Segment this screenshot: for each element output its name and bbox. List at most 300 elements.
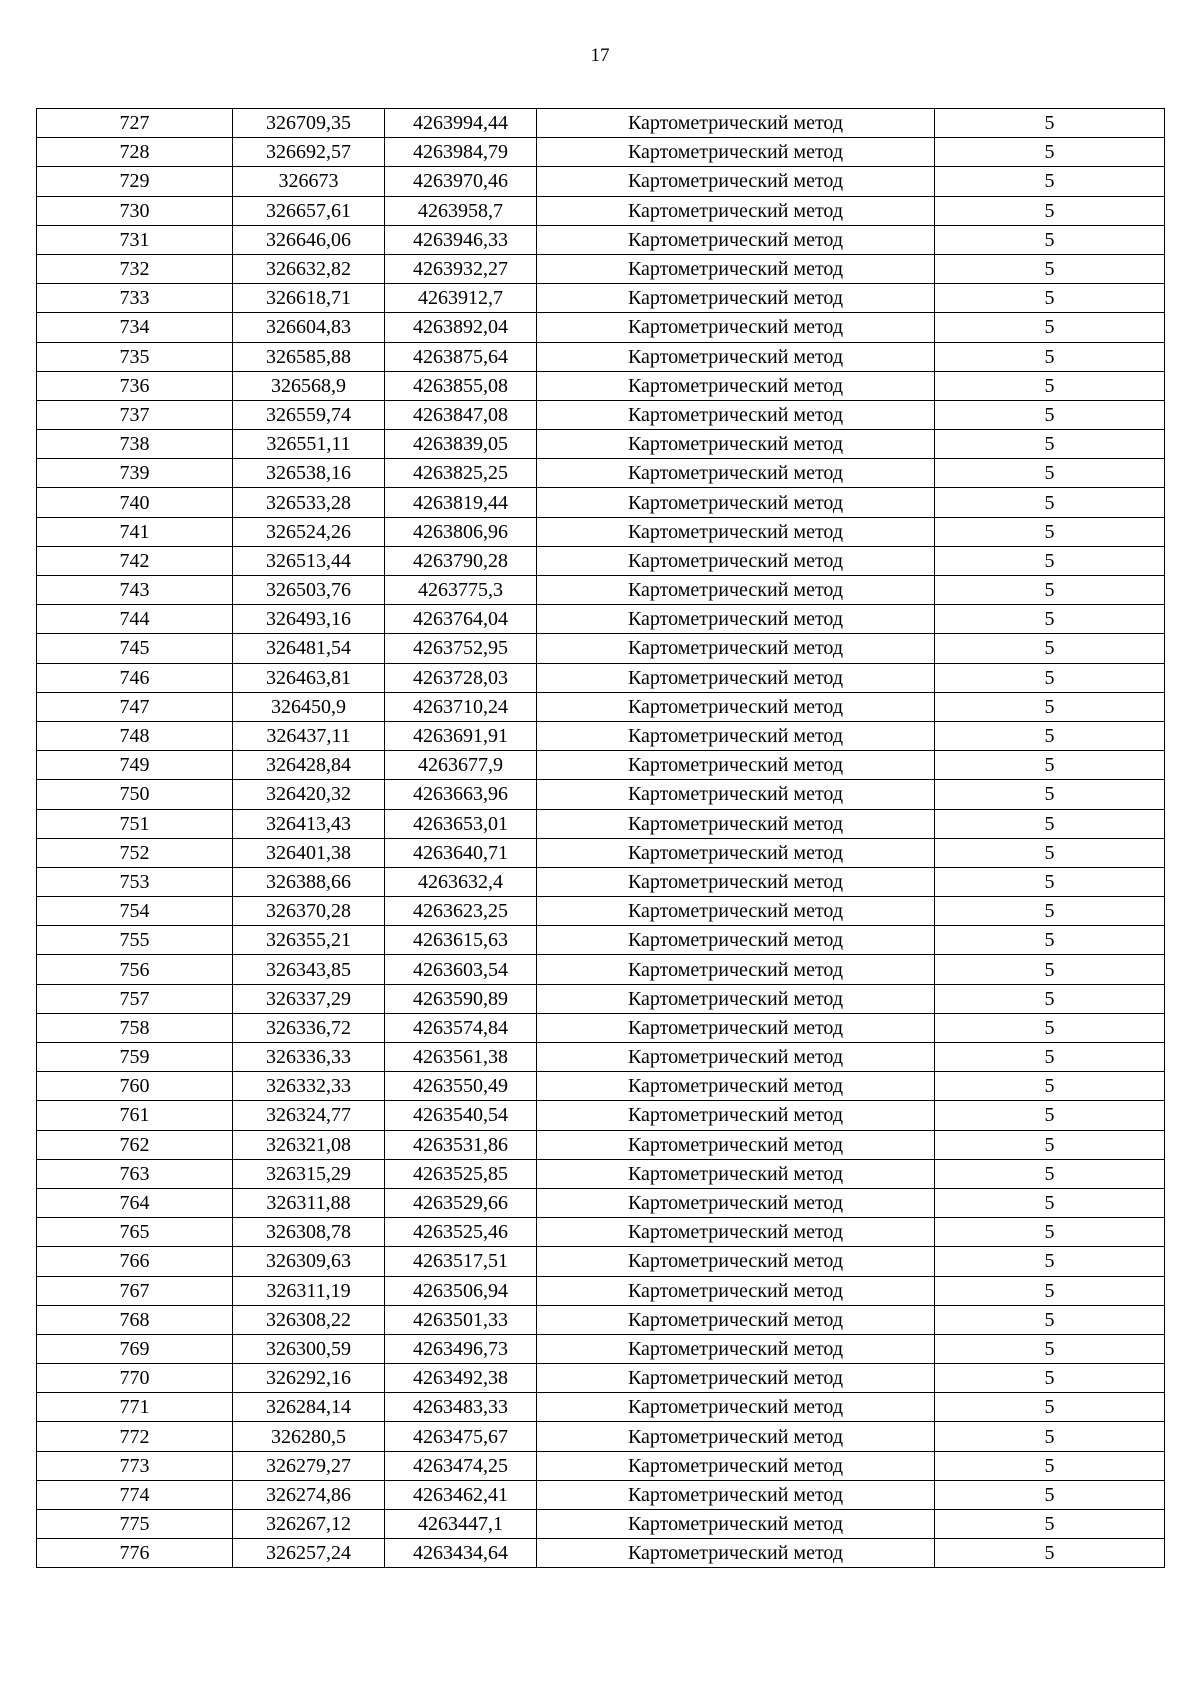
- table-row: [37, 751, 1165, 780]
- y-coordinate-cell: 4263531,86: [385, 1130, 537, 1159]
- method-cell: Картометрический метод: [537, 1305, 935, 1334]
- table-row: [37, 1393, 1165, 1422]
- point-number-cell: 734: [37, 313, 233, 342]
- accuracy-cell: 5: [935, 167, 1165, 196]
- y-coordinate-cell: 4263501,33: [385, 1305, 537, 1334]
- accuracy-cell: 5: [935, 254, 1165, 283]
- accuracy-cell: 5: [935, 926, 1165, 955]
- y-coordinate-cell: 4263475,67: [385, 1422, 537, 1451]
- method-cell: Картометрический метод: [537, 576, 935, 605]
- accuracy-cell: 5: [935, 576, 1165, 605]
- table-row: [37, 692, 1165, 721]
- table-row: [37, 546, 1165, 575]
- method-cell: Картометрический метод: [537, 1159, 935, 1188]
- method-cell: Картометрический метод: [537, 897, 935, 926]
- method-cell: Картометрический метод: [537, 488, 935, 517]
- accuracy-cell: 5: [935, 1130, 1165, 1159]
- y-coordinate-cell: 4263855,08: [385, 371, 537, 400]
- x-coordinate-cell: 326332,33: [233, 1072, 385, 1101]
- y-coordinate-cell: 4263632,4: [385, 867, 537, 896]
- table-row: [37, 400, 1165, 429]
- point-number-cell: 746: [37, 663, 233, 692]
- accuracy-cell: 5: [935, 342, 1165, 371]
- method-cell: Картометрический метод: [537, 167, 935, 196]
- y-coordinate-cell: 4263525,46: [385, 1218, 537, 1247]
- y-coordinate-cell: 4263677,9: [385, 751, 537, 780]
- accuracy-cell: 5: [935, 1276, 1165, 1305]
- table-row: [37, 634, 1165, 663]
- x-coordinate-cell: 326336,33: [233, 1043, 385, 1072]
- y-coordinate-cell: 4263506,94: [385, 1276, 537, 1305]
- point-number-cell: 764: [37, 1188, 233, 1217]
- table-row: [37, 1101, 1165, 1130]
- x-coordinate-cell: 326284,14: [233, 1393, 385, 1422]
- x-coordinate-cell: 326343,85: [233, 955, 385, 984]
- method-cell: Картометрический метод: [537, 692, 935, 721]
- accuracy-cell: 5: [935, 284, 1165, 313]
- method-cell: Картометрический метод: [537, 342, 935, 371]
- x-coordinate-cell: 326437,11: [233, 721, 385, 750]
- x-coordinate-cell: 326308,22: [233, 1305, 385, 1334]
- table-row: [37, 1159, 1165, 1188]
- y-coordinate-cell: 4263775,3: [385, 576, 537, 605]
- table-row: [37, 284, 1165, 313]
- point-number-cell: 769: [37, 1334, 233, 1363]
- y-coordinate-cell: 4263752,95: [385, 634, 537, 663]
- method-cell: Картометрический метод: [537, 663, 935, 692]
- y-coordinate-cell: 4263970,46: [385, 167, 537, 196]
- point-number-cell: 758: [37, 1013, 233, 1042]
- accuracy-cell: 5: [935, 138, 1165, 167]
- coordinates-table-body: [37, 109, 1165, 1568]
- x-coordinate-cell: 326513,44: [233, 546, 385, 575]
- method-cell: Картометрический метод: [537, 459, 935, 488]
- x-coordinate-cell: 326657,61: [233, 196, 385, 225]
- point-number-cell: 749: [37, 751, 233, 780]
- table-row: [37, 517, 1165, 546]
- method-cell: Картометрический метод: [537, 1218, 935, 1247]
- table-row: [37, 1422, 1165, 1451]
- accuracy-cell: 5: [935, 196, 1165, 225]
- table-row: [37, 1276, 1165, 1305]
- accuracy-cell: 5: [935, 809, 1165, 838]
- table-row: [37, 1510, 1165, 1539]
- x-coordinate-cell: 326428,84: [233, 751, 385, 780]
- accuracy-cell: 5: [935, 897, 1165, 926]
- x-coordinate-cell: 326632,82: [233, 254, 385, 283]
- point-number-cell: 763: [37, 1159, 233, 1188]
- point-number-cell: 741: [37, 517, 233, 546]
- table-row: [37, 780, 1165, 809]
- accuracy-cell: 5: [935, 1013, 1165, 1042]
- method-cell: Картометрический метод: [537, 838, 935, 867]
- y-coordinate-cell: 4263540,54: [385, 1101, 537, 1130]
- table-row: [37, 1480, 1165, 1509]
- table-row: [37, 809, 1165, 838]
- y-coordinate-cell: 4263615,63: [385, 926, 537, 955]
- y-coordinate-cell: 4263474,25: [385, 1451, 537, 1480]
- method-cell: Картометрический метод: [537, 1101, 935, 1130]
- table-row: [37, 109, 1165, 138]
- accuracy-cell: 5: [935, 109, 1165, 138]
- point-number-cell: 773: [37, 1451, 233, 1480]
- x-coordinate-cell: 326321,08: [233, 1130, 385, 1159]
- x-coordinate-cell: 326267,12: [233, 1510, 385, 1539]
- accuracy-cell: 5: [935, 1393, 1165, 1422]
- accuracy-cell: 5: [935, 517, 1165, 546]
- y-coordinate-cell: 4263483,33: [385, 1393, 537, 1422]
- point-number-cell: 768: [37, 1305, 233, 1334]
- method-cell: Картометрический метод: [537, 1393, 935, 1422]
- point-number-cell: 756: [37, 955, 233, 984]
- accuracy-cell: 5: [935, 867, 1165, 896]
- y-coordinate-cell: 4263590,89: [385, 984, 537, 1013]
- point-number-cell: 753: [37, 867, 233, 896]
- method-cell: Картометрический метод: [537, 809, 935, 838]
- y-coordinate-cell: 4263806,96: [385, 517, 537, 546]
- y-coordinate-cell: 4263640,71: [385, 838, 537, 867]
- method-cell: Картометрический метод: [537, 430, 935, 459]
- accuracy-cell: 5: [935, 838, 1165, 867]
- point-number-cell: 731: [37, 225, 233, 254]
- y-coordinate-cell: 4263434,64: [385, 1539, 537, 1568]
- x-coordinate-cell: 326300,59: [233, 1334, 385, 1363]
- point-number-cell: 772: [37, 1422, 233, 1451]
- method-cell: Картометрический метод: [537, 1480, 935, 1509]
- y-coordinate-cell: 4263994,44: [385, 109, 537, 138]
- accuracy-cell: 5: [935, 371, 1165, 400]
- table-row: [37, 576, 1165, 605]
- table-row: [37, 867, 1165, 896]
- accuracy-cell: 5: [935, 546, 1165, 575]
- accuracy-cell: 5: [935, 1159, 1165, 1188]
- table-row: [37, 1247, 1165, 1276]
- x-coordinate-cell: 326292,16: [233, 1364, 385, 1393]
- table-row: [37, 1218, 1165, 1247]
- x-coordinate-cell: 326401,38: [233, 838, 385, 867]
- x-coordinate-cell: 326274,86: [233, 1480, 385, 1509]
- method-cell: Картометрический метод: [537, 546, 935, 575]
- table-row: [37, 313, 1165, 342]
- point-number-cell: 770: [37, 1364, 233, 1393]
- y-coordinate-cell: 4263958,7: [385, 196, 537, 225]
- y-coordinate-cell: 4263574,84: [385, 1013, 537, 1042]
- y-coordinate-cell: 4263710,24: [385, 692, 537, 721]
- table-row: [37, 225, 1165, 254]
- y-coordinate-cell: 4263496,73: [385, 1334, 537, 1363]
- coordinates-table: [36, 108, 1165, 1568]
- x-coordinate-cell: 326646,06: [233, 225, 385, 254]
- y-coordinate-cell: 4263550,49: [385, 1072, 537, 1101]
- method-cell: Картометрический метод: [537, 284, 935, 313]
- method-cell: Картометрический метод: [537, 721, 935, 750]
- y-coordinate-cell: 4263984,79: [385, 138, 537, 167]
- point-number-cell: 747: [37, 692, 233, 721]
- point-number-cell: 760: [37, 1072, 233, 1101]
- method-cell: Картометрический метод: [537, 517, 935, 546]
- table-row: [37, 342, 1165, 371]
- x-coordinate-cell: 326618,71: [233, 284, 385, 313]
- point-number-cell: 745: [37, 634, 233, 663]
- table-row: [37, 488, 1165, 517]
- method-cell: Картометрический метод: [537, 138, 935, 167]
- x-coordinate-cell: 326370,28: [233, 897, 385, 926]
- accuracy-cell: 5: [935, 984, 1165, 1013]
- x-coordinate-cell: 326709,35: [233, 109, 385, 138]
- x-coordinate-cell: 326388,66: [233, 867, 385, 896]
- method-cell: Картометрический метод: [537, 371, 935, 400]
- x-coordinate-cell: 326324,77: [233, 1101, 385, 1130]
- y-coordinate-cell: 4263653,01: [385, 809, 537, 838]
- x-coordinate-cell: 326413,43: [233, 809, 385, 838]
- accuracy-cell: 5: [935, 1422, 1165, 1451]
- point-number-cell: 761: [37, 1101, 233, 1130]
- point-number-cell: 732: [37, 254, 233, 283]
- accuracy-cell: 5: [935, 400, 1165, 429]
- method-cell: Картометрический метод: [537, 867, 935, 896]
- accuracy-cell: 5: [935, 692, 1165, 721]
- method-cell: Картометрический метод: [537, 1334, 935, 1363]
- accuracy-cell: 5: [935, 1101, 1165, 1130]
- method-cell: Картометрический метод: [537, 1276, 935, 1305]
- accuracy-cell: 5: [935, 1188, 1165, 1217]
- y-coordinate-cell: 4263561,38: [385, 1043, 537, 1072]
- point-number-cell: 730: [37, 196, 233, 225]
- table-row: [37, 459, 1165, 488]
- table-row: [37, 371, 1165, 400]
- point-number-cell: 738: [37, 430, 233, 459]
- y-coordinate-cell: 4263892,04: [385, 313, 537, 342]
- method-cell: Картометрический метод: [537, 1043, 935, 1072]
- accuracy-cell: 5: [935, 1510, 1165, 1539]
- point-number-cell: 729: [37, 167, 233, 196]
- y-coordinate-cell: 4263663,96: [385, 780, 537, 809]
- table-row: [37, 138, 1165, 167]
- table-row: [37, 254, 1165, 283]
- accuracy-cell: 5: [935, 1072, 1165, 1101]
- y-coordinate-cell: 4263790,28: [385, 546, 537, 575]
- method-cell: Картометрический метод: [537, 225, 935, 254]
- x-coordinate-cell: 326568,9: [233, 371, 385, 400]
- accuracy-cell: 5: [935, 1364, 1165, 1393]
- y-coordinate-cell: 4263462,41: [385, 1480, 537, 1509]
- method-cell: Картометрический метод: [537, 984, 935, 1013]
- table-row: [37, 663, 1165, 692]
- point-number-cell: 750: [37, 780, 233, 809]
- table-row: [37, 955, 1165, 984]
- table-row: [37, 1072, 1165, 1101]
- method-cell: Картометрический метод: [537, 1247, 935, 1276]
- method-cell: Картометрический метод: [537, 780, 935, 809]
- point-number-cell: 766: [37, 1247, 233, 1276]
- x-coordinate-cell: 326481,54: [233, 634, 385, 663]
- table-row: [37, 984, 1165, 1013]
- table-row: [37, 430, 1165, 459]
- method-cell: Картометрический метод: [537, 254, 935, 283]
- point-number-cell: 767: [37, 1276, 233, 1305]
- point-number-cell: 759: [37, 1043, 233, 1072]
- accuracy-cell: 5: [935, 1539, 1165, 1568]
- accuracy-cell: 5: [935, 1305, 1165, 1334]
- method-cell: Картометрический метод: [537, 400, 935, 429]
- table-row: [37, 1334, 1165, 1363]
- table-row: [37, 1043, 1165, 1072]
- accuracy-cell: 5: [935, 721, 1165, 750]
- y-coordinate-cell: 4263623,25: [385, 897, 537, 926]
- x-coordinate-cell: 326604,83: [233, 313, 385, 342]
- x-coordinate-cell: 326355,21: [233, 926, 385, 955]
- x-coordinate-cell: 326538,16: [233, 459, 385, 488]
- x-coordinate-cell: 326585,88: [233, 342, 385, 371]
- point-number-cell: 765: [37, 1218, 233, 1247]
- table-row: [37, 1451, 1165, 1480]
- accuracy-cell: 5: [935, 1334, 1165, 1363]
- point-number-cell: 737: [37, 400, 233, 429]
- point-number-cell: 743: [37, 576, 233, 605]
- accuracy-cell: 5: [935, 1043, 1165, 1072]
- y-coordinate-cell: 4263932,27: [385, 254, 537, 283]
- point-number-cell: 751: [37, 809, 233, 838]
- method-cell: Картометрический метод: [537, 751, 935, 780]
- point-number-cell: 754: [37, 897, 233, 926]
- point-number-cell: 755: [37, 926, 233, 955]
- x-coordinate-cell: 326257,24: [233, 1539, 385, 1568]
- point-number-cell: 727: [37, 109, 233, 138]
- accuracy-cell: 5: [935, 1247, 1165, 1276]
- point-number-cell: 736: [37, 371, 233, 400]
- point-number-cell: 775: [37, 1510, 233, 1539]
- x-coordinate-cell: 326463,81: [233, 663, 385, 692]
- accuracy-cell: 5: [935, 1218, 1165, 1247]
- accuracy-cell: 5: [935, 430, 1165, 459]
- method-cell: Картометрический метод: [537, 1510, 935, 1539]
- y-coordinate-cell: 4263825,25: [385, 459, 537, 488]
- point-number-cell: 733: [37, 284, 233, 313]
- accuracy-cell: 5: [935, 225, 1165, 254]
- method-cell: Картометрический метод: [537, 1013, 935, 1042]
- point-number-cell: 742: [37, 546, 233, 575]
- table-row: [37, 196, 1165, 225]
- x-coordinate-cell: 326493,16: [233, 605, 385, 634]
- method-cell: Картометрический метод: [537, 109, 935, 138]
- table-row: [37, 1188, 1165, 1217]
- y-coordinate-cell: 4263875,64: [385, 342, 537, 371]
- accuracy-cell: 5: [935, 1480, 1165, 1509]
- method-cell: Картометрический метод: [537, 926, 935, 955]
- method-cell: Картометрический метод: [537, 634, 935, 663]
- method-cell: Картометрический метод: [537, 1451, 935, 1480]
- y-coordinate-cell: 4263728,03: [385, 663, 537, 692]
- table-row: [37, 605, 1165, 634]
- point-number-cell: 740: [37, 488, 233, 517]
- method-cell: Картометрический метод: [537, 1130, 935, 1159]
- table-row: [37, 838, 1165, 867]
- accuracy-cell: 5: [935, 459, 1165, 488]
- accuracy-cell: 5: [935, 780, 1165, 809]
- point-number-cell: 739: [37, 459, 233, 488]
- table-row: [37, 167, 1165, 196]
- x-coordinate-cell: 326692,57: [233, 138, 385, 167]
- x-coordinate-cell: 326420,32: [233, 780, 385, 809]
- x-coordinate-cell: 326279,27: [233, 1451, 385, 1480]
- point-number-cell: 752: [37, 838, 233, 867]
- point-number-cell: 735: [37, 342, 233, 371]
- x-coordinate-cell: 326280,5: [233, 1422, 385, 1451]
- point-number-cell: 757: [37, 984, 233, 1013]
- table-row: [37, 1130, 1165, 1159]
- method-cell: Картометрический метод: [537, 1539, 935, 1568]
- accuracy-cell: 5: [935, 751, 1165, 780]
- page-number: 17: [590, 45, 610, 66]
- x-coordinate-cell: 326309,63: [233, 1247, 385, 1276]
- y-coordinate-cell: 4263447,1: [385, 1510, 537, 1539]
- method-cell: Картометрический метод: [537, 1072, 935, 1101]
- y-coordinate-cell: 4263525,85: [385, 1159, 537, 1188]
- table-row: [37, 897, 1165, 926]
- method-cell: Картометрический метод: [537, 955, 935, 984]
- x-coordinate-cell: 326503,76: [233, 576, 385, 605]
- table-row: [37, 1539, 1165, 1568]
- accuracy-cell: 5: [935, 663, 1165, 692]
- table-row: [37, 1305, 1165, 1334]
- y-coordinate-cell: 4263819,44: [385, 488, 537, 517]
- point-number-cell: 728: [37, 138, 233, 167]
- accuracy-cell: 5: [935, 488, 1165, 517]
- y-coordinate-cell: 4263517,51: [385, 1247, 537, 1276]
- x-coordinate-cell: 326524,26: [233, 517, 385, 546]
- accuracy-cell: 5: [935, 1451, 1165, 1480]
- x-coordinate-cell: 326337,29: [233, 984, 385, 1013]
- y-coordinate-cell: 4263691,91: [385, 721, 537, 750]
- y-coordinate-cell: 4263764,04: [385, 605, 537, 634]
- method-cell: Картометрический метод: [537, 196, 935, 225]
- table-row: [37, 1013, 1165, 1042]
- point-number-cell: 748: [37, 721, 233, 750]
- table-row: [37, 926, 1165, 955]
- table-row: [37, 721, 1165, 750]
- method-cell: Картометрический метод: [537, 1422, 935, 1451]
- y-coordinate-cell: 4263912,7: [385, 284, 537, 313]
- method-cell: Картометрический метод: [537, 1364, 935, 1393]
- accuracy-cell: 5: [935, 634, 1165, 663]
- point-number-cell: 776: [37, 1539, 233, 1568]
- x-coordinate-cell: 326336,72: [233, 1013, 385, 1042]
- accuracy-cell: 5: [935, 605, 1165, 634]
- y-coordinate-cell: 4263847,08: [385, 400, 537, 429]
- point-number-cell: 774: [37, 1480, 233, 1509]
- x-coordinate-cell: 326308,78: [233, 1218, 385, 1247]
- x-coordinate-cell: 326315,29: [233, 1159, 385, 1188]
- method-cell: Картометрический метод: [537, 313, 935, 342]
- point-number-cell: 762: [37, 1130, 233, 1159]
- x-coordinate-cell: 326311,19: [233, 1276, 385, 1305]
- table-row: [37, 1364, 1165, 1393]
- x-coordinate-cell: 326559,74: [233, 400, 385, 429]
- x-coordinate-cell: 326311,88: [233, 1188, 385, 1217]
- point-number-cell: 744: [37, 605, 233, 634]
- x-coordinate-cell: 326450,9: [233, 692, 385, 721]
- accuracy-cell: 5: [935, 955, 1165, 984]
- y-coordinate-cell: 4263529,66: [385, 1188, 537, 1217]
- x-coordinate-cell: 326533,28: [233, 488, 385, 517]
- y-coordinate-cell: 4263492,38: [385, 1364, 537, 1393]
- y-coordinate-cell: 4263839,05: [385, 430, 537, 459]
- x-coordinate-cell: 326551,11: [233, 430, 385, 459]
- accuracy-cell: 5: [935, 313, 1165, 342]
- y-coordinate-cell: 4263603,54: [385, 955, 537, 984]
- method-cell: Картометрический метод: [537, 1188, 935, 1217]
- y-coordinate-cell: 4263946,33: [385, 225, 537, 254]
